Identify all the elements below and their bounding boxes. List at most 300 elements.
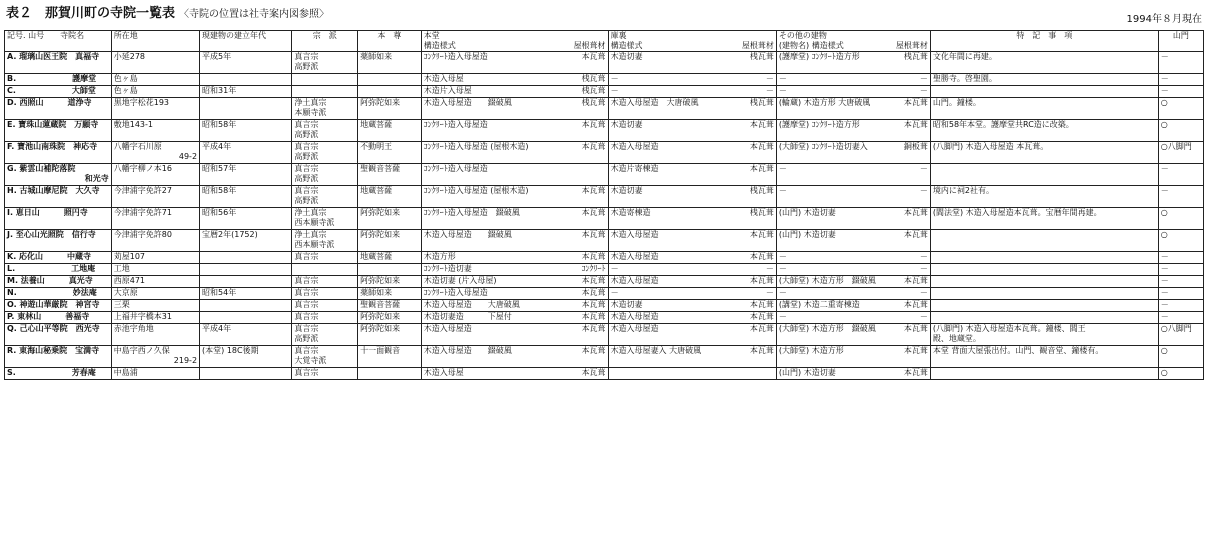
location: 工地 (111, 264, 199, 276)
sect (292, 120, 358, 142)
hondo-roof: 本瓦葺 (581, 208, 606, 217)
table-row (5, 52, 1204, 74)
sect (292, 230, 358, 252)
kuri (608, 142, 776, 164)
other-building-roof: 本瓦葺 (903, 276, 928, 285)
temple-name (5, 230, 112, 252)
other-building (776, 252, 930, 264)
deity: 阿弥陀如来 (358, 276, 422, 288)
gate: ○ (1158, 120, 1203, 142)
temple-name: S. 芳春庵 (5, 368, 112, 380)
notes: (八脚門) 木造入母屋造 本瓦葺。 (930, 142, 1158, 164)
hondo-pair (424, 98, 606, 108)
hondo-roof: 本瓦葺 (581, 300, 606, 309)
sect-line2: 高野派 (294, 62, 319, 71)
kuri-struct: 木造片寄棟造 (610, 164, 659, 173)
header-hondo-sub (421, 41, 608, 52)
location-line1: 赤池字角地 (113, 324, 154, 333)
sect-line2: 本願寺派 (294, 108, 327, 117)
notes: 昭和58年本堂。護摩堂共RC造に改築。 (930, 120, 1158, 142)
location (111, 164, 199, 186)
temple-name (5, 120, 112, 142)
other-building-struct: － (778, 186, 787, 195)
notes-line2: 殿、地蔵堂。 (932, 334, 981, 343)
hondo-struct: 木造入母屋造 (423, 324, 472, 333)
kuri (608, 98, 776, 120)
hondo (421, 230, 608, 252)
other-building-struct: (輪蔵) 木造方形 大唐破風 (778, 98, 871, 107)
sect-line1: 浄土真宗 (294, 98, 327, 107)
other-building-pair (779, 288, 928, 298)
temple-name (5, 98, 112, 120)
other-building-struct: (山門) 木造切妻 (778, 368, 836, 377)
deity: 阿弥陀如来 (358, 312, 422, 324)
sect: 真言宗 (292, 252, 358, 264)
kuri (608, 324, 776, 346)
sect (292, 164, 358, 186)
table-row (5, 276, 1204, 288)
hondo-pair (424, 120, 606, 130)
table-row (5, 142, 1204, 164)
other-building (776, 368, 930, 380)
hondo-pair (424, 300, 606, 310)
notes (930, 346, 1158, 368)
notes-line1: (八脚門) 木造入母屋造本瓦葺。鐘楼、閻王 (932, 324, 1086, 333)
header-other: その他の建物 (776, 31, 930, 42)
other-building-roof: 本瓦葺 (903, 230, 928, 239)
build-year (200, 230, 292, 252)
table-header (5, 31, 1204, 52)
hondo-struct: 木造入母屋 (423, 368, 464, 377)
location (111, 346, 199, 368)
gate: － (1158, 186, 1203, 208)
sect-line1: 浄土真宗 (294, 208, 327, 217)
hondo-struct: 木造入母屋 (423, 74, 464, 83)
as-of-date: 1994年８月現在 (1126, 14, 1202, 25)
kuri-roof: 本瓦葺 (749, 312, 774, 321)
other-building-struct: (大師堂) 木造方形 錣破風 (778, 276, 876, 285)
temple-name: P. 東林山 善福寺 (5, 312, 112, 324)
other-building-roof: 本瓦葺 (903, 346, 928, 355)
header-kuri: 庫裏 (608, 31, 776, 42)
other-building (776, 346, 930, 368)
hondo (421, 142, 608, 164)
location: 中島浦 (111, 368, 199, 380)
table-row (5, 252, 1204, 264)
sect (292, 264, 358, 276)
notes: 境内に祠2社有。 (930, 186, 1158, 208)
sect-line2: 高野派 (294, 174, 319, 183)
kuri-pair (611, 164, 774, 174)
temple-name-line2: 和光寺 (84, 174, 109, 183)
location: 大京原 (111, 288, 199, 300)
kuri-roof: － (765, 74, 774, 83)
hondo-struct: 木造入母屋造 錣破風 (423, 230, 512, 239)
hondo-pair (424, 230, 606, 240)
hondo-struct: ｺﾝｸﾘｰﾄ造切妻 (423, 264, 472, 273)
kuri (608, 276, 776, 288)
sect (292, 208, 358, 230)
hondo-pair (424, 164, 606, 174)
sect-line1: 真言宗 (294, 52, 319, 61)
other-building-roof: － (919, 164, 928, 173)
kuri-struct: － (610, 74, 619, 83)
sect (292, 86, 358, 98)
notes (930, 164, 1158, 186)
kuri (608, 120, 776, 142)
hondo-struct: ｺﾝｸﾘｰﾄ造入母屋造 (423, 120, 488, 129)
location-line1: 中島字西ノ久保 (113, 346, 170, 355)
sect (292, 52, 358, 74)
deity: 薬師如来 (358, 288, 422, 300)
other-building-roof: 本瓦葺 (903, 120, 928, 129)
temple-name-line1: G. 紫雲山補陀落院 (7, 164, 76, 173)
other-building-pair (779, 346, 928, 356)
other-building-struct: － (778, 74, 787, 83)
temple-name-line1: A. 瑠璃山医王院 真福寺 (7, 52, 100, 61)
notes (930, 300, 1158, 312)
deity: 薬師如来 (358, 52, 422, 74)
temple-name: O. 神遊山華厳院 神宮寺 (5, 300, 112, 312)
hondo (421, 86, 608, 98)
header-hondo: 本堂 (421, 31, 608, 42)
sect-line2: 西本願寺派 (294, 240, 335, 249)
hondo-struct: 木造入母屋造 大唐破風 (423, 300, 520, 309)
kuri (608, 164, 776, 186)
gate: － (1158, 164, 1203, 186)
other-building-roof: － (919, 86, 928, 95)
other-building-roof: － (919, 74, 928, 83)
build-year-line1: 平成4年 (202, 142, 232, 151)
sect-line1: 真言宗 (294, 142, 319, 151)
hondo (421, 368, 608, 380)
gate: － (1158, 264, 1203, 276)
temple-name: M. 法養山 真光寺 (5, 276, 112, 288)
other-building-pair (779, 164, 928, 174)
build-year (200, 164, 292, 186)
location-line1: 小延278 (113, 52, 146, 61)
other-building-roof: 本瓦葺 (903, 324, 928, 333)
hondo-pair (424, 368, 606, 378)
header-location: 所在地 (111, 31, 199, 52)
header-gate: 山門 (1158, 31, 1203, 52)
kuri (608, 52, 776, 74)
other-building (776, 208, 930, 230)
notes (930, 324, 1158, 346)
other-building (776, 186, 930, 208)
kuri-pair (611, 74, 774, 84)
build-year-line1: 昭和58年 (202, 186, 237, 195)
kuri-pair (611, 208, 774, 218)
hondo-roof: 桟瓦葺 (581, 86, 606, 95)
other-building-pair (779, 186, 928, 196)
gate: ○ (1158, 208, 1203, 230)
gate: － (1158, 74, 1203, 86)
header-notes: 特 記 事 項 (930, 31, 1158, 52)
location: 西原471 (111, 276, 199, 288)
location (111, 208, 199, 230)
notes (930, 86, 1158, 98)
sect-line2: 西本願寺派 (294, 218, 335, 227)
other-building-pair (779, 74, 928, 84)
kuri-pair (611, 324, 774, 334)
kuri-pair (611, 98, 774, 108)
other-building-pair (779, 98, 928, 108)
sect: 真言宗 (292, 288, 358, 300)
table-row (5, 208, 1204, 230)
location: 上福井字橋本31 (111, 312, 199, 324)
sect-line1: 真言宗 (294, 164, 319, 173)
hondo (421, 252, 608, 264)
location-line2: 49-2 (178, 152, 198, 161)
location (111, 52, 199, 74)
other-building-pair (779, 252, 928, 262)
other-building-roof: 本瓦葺 (903, 208, 928, 217)
kuri-pair (611, 346, 774, 356)
kuri (608, 186, 776, 208)
sect (292, 74, 358, 86)
gate: － (1158, 312, 1203, 324)
temple-name: K. 応化山 中蔵寺 (5, 252, 112, 264)
deity: 聖観音菩薩 (358, 164, 422, 186)
location-line1: 敷地143-1 (113, 120, 153, 129)
hondo-roof: 本瓦葺 (581, 368, 606, 377)
kuri-roof: 本瓦葺 (749, 252, 774, 261)
location-line2: 219-2 (173, 356, 198, 365)
header-hondo-struct: 構造様式 (423, 41, 456, 50)
other-building-pair (779, 312, 928, 322)
table-row (5, 186, 1204, 208)
other-building-roof: － (919, 252, 928, 261)
build-year (200, 312, 292, 324)
kuri-struct: 木造入母屋造 (610, 230, 659, 239)
build-year-line1: 昭和58年 (202, 120, 237, 129)
hondo (421, 164, 608, 186)
location-line1: 八幡字石川原 (113, 142, 162, 151)
other-building (776, 86, 930, 98)
sect: 真言宗 (292, 276, 358, 288)
build-year (200, 208, 292, 230)
header-hondo-roof: 屋根葺材 (573, 41, 606, 50)
other-building-pair (779, 52, 928, 62)
temple-name-line1: I. 恵日山 照円寺 (7, 208, 88, 217)
deity: 阿弥陀如来 (358, 324, 422, 346)
kuri-roof: 本瓦葺 (749, 276, 774, 285)
kuri-struct: － (610, 264, 619, 273)
kuri-pair (611, 142, 774, 152)
hondo-struct: 木造片入母屋 (423, 86, 472, 95)
kuri-roof: 本瓦葺 (749, 142, 774, 151)
hondo (421, 208, 608, 230)
hondo-pair (424, 264, 606, 274)
build-year-line1: (本堂) 18C後期 (202, 346, 259, 355)
temple-name (5, 186, 112, 208)
build-year (200, 98, 292, 120)
kuri-pair (611, 86, 774, 96)
kuri-struct: 木造入母屋造 (610, 252, 659, 261)
table-row (5, 300, 1204, 312)
table-row (5, 98, 1204, 120)
build-year (200, 264, 292, 276)
build-year-line1: 昭和56年 (202, 208, 237, 217)
other-building-roof: 桟瓦葺 (903, 52, 928, 61)
kuri (608, 368, 776, 380)
sect-line2: 高野派 (294, 152, 319, 161)
subtitle-text: 〈寺院の位置は社寺案内図参照〉 (179, 9, 330, 20)
kuri-struct: 木造入母屋造 (610, 276, 659, 285)
hondo-roof: 本瓦葺 (581, 252, 606, 261)
kuri-pair (611, 186, 774, 196)
hondo (421, 312, 608, 324)
other-building-struct: － (778, 252, 787, 261)
deity: 阿弥陀如来 (358, 230, 422, 252)
hondo-struct: 木造入母屋造 錣破風 (423, 98, 512, 107)
location: 色ヶ島 (111, 74, 199, 86)
sect-line1: 真言宗 (294, 324, 319, 333)
hondo-struct: 木造切妻造 下屋付 (423, 312, 512, 321)
location: 苅屋107 (111, 252, 199, 264)
hondo-roof: 本瓦葺 (581, 312, 606, 321)
other-building (776, 52, 930, 74)
temple-name: C. 大師堂 (5, 86, 112, 98)
hondo-pair (424, 208, 606, 218)
other-building-struct: (講堂) 木造二重寄棟造 (778, 300, 860, 309)
gate: ○ (1158, 98, 1203, 120)
hondo (421, 346, 608, 368)
hondo (421, 186, 608, 208)
notes (930, 264, 1158, 276)
build-year (200, 324, 292, 346)
kuri-roof: 本瓦葺 (749, 300, 774, 309)
sect-line2: 高野派 (294, 130, 319, 139)
other-building (776, 120, 930, 142)
build-year (200, 142, 292, 164)
sect (292, 142, 358, 164)
kuri-roof: － (765, 86, 774, 95)
temple-name-line1: F. 寶池山南珠院 神応寺 (7, 142, 98, 151)
notes (930, 312, 1158, 324)
sect-line1: 真言宗 (294, 186, 319, 195)
other-building (776, 324, 930, 346)
header-year: 現建物の建立年代 (200, 31, 292, 52)
kuri (608, 264, 776, 276)
kuri (608, 288, 776, 300)
header-other-struct: (建物名) 構造様式 (778, 41, 844, 50)
notes (930, 276, 1158, 288)
build-year (200, 368, 292, 380)
kuri-roof: 桟瓦葺 (749, 98, 774, 107)
build-year (200, 120, 292, 142)
other-building-roof: 銅板葺 (903, 142, 928, 151)
deity (358, 74, 422, 86)
kuri (608, 300, 776, 312)
gate: ○八脚門 (1158, 324, 1203, 346)
table-row (5, 368, 1204, 380)
table-row (5, 164, 1204, 186)
location-line1: 今津浦字免許27 (113, 186, 172, 195)
kuri-struct: － (610, 86, 619, 95)
sect-line2: 高野派 (294, 196, 319, 205)
location-line1: 今津浦字免許71 (113, 208, 172, 217)
location: 色ヶ島 (111, 86, 199, 98)
hondo-pair (424, 142, 606, 152)
other-building (776, 98, 930, 120)
gate: ○ (1158, 368, 1203, 380)
hondo-struct: ｺﾝｸﾘｰﾄ造入母屋造 (423, 288, 488, 297)
temple-name: B. 護摩堂 (5, 74, 112, 86)
header-kuri-struct: 構造様式 (610, 41, 643, 50)
header-name: 記号. 山号 寺院名 (5, 31, 112, 52)
other-building-pair (779, 276, 928, 286)
location (111, 98, 199, 120)
hondo-pair (424, 324, 606, 334)
location (111, 142, 199, 164)
deity (358, 86, 422, 98)
temple-name (5, 142, 112, 164)
hondo (421, 120, 608, 142)
hondo-roof: 桟瓦葺 (581, 74, 606, 83)
kuri-roof: 本瓦葺 (749, 346, 774, 355)
notes: 文化年間に再建。 (930, 52, 1158, 74)
temple-name (5, 208, 112, 230)
sect-line2: 大覚寺派 (294, 356, 327, 365)
header-deity: 本 尊 (358, 31, 422, 52)
location-line1: 黒地字松花193 (113, 98, 170, 107)
build-year (200, 346, 292, 368)
kuri-pair (611, 120, 774, 130)
other-building-roof: － (919, 186, 928, 195)
hondo-struct: 木造方形 (423, 252, 456, 261)
hondo-roof: 本瓦葺 (581, 346, 606, 355)
sect-line1: 真言宗 (294, 120, 319, 129)
table-row (5, 74, 1204, 86)
temple-table (4, 30, 1204, 380)
kuri-struct: 木造切妻 (610, 186, 643, 195)
other-building-struct: － (778, 264, 787, 273)
build-year (200, 276, 292, 288)
deity: 不動明王 (358, 142, 422, 164)
hondo-struct: ｺﾝｸﾘｰﾄ造入母屋造 錣破風 (423, 208, 520, 217)
other-building (776, 312, 930, 324)
build-year-line1: 昭和57年 (202, 164, 237, 173)
hondo-roof: 桟瓦葺 (581, 98, 606, 107)
other-building-pair (779, 142, 928, 152)
deity: 地蔵菩薩 (358, 252, 422, 264)
other-building-pair (779, 368, 928, 378)
hondo (421, 288, 608, 300)
other-building-roof: 本瓦葺 (903, 300, 928, 309)
kuri-roof: 本瓦葺 (749, 324, 774, 333)
temple-name-line1: E. 寶珠山蓮蔵院 万願寺 (7, 120, 99, 129)
notes: 山門。鐘楼。 (930, 98, 1158, 120)
hondo-struct: 木造切妻 (片入母屋) (423, 276, 497, 285)
sect (292, 98, 358, 120)
kuri-pair (611, 252, 774, 262)
other-building-struct: (大師堂) 木造方形 (778, 346, 844, 355)
kuri (608, 252, 776, 264)
other-building-pair (779, 230, 928, 240)
sect: 真言宗 (292, 300, 358, 312)
hondo-roof: 本瓦葺 (581, 142, 606, 151)
other-building-struct: (護摩堂) ｺﾝｸﾘｰﾄ造方形 (778, 120, 860, 129)
temple-name (5, 324, 112, 346)
hondo (421, 52, 608, 74)
kuri-pair (611, 312, 774, 322)
notes-line1: 本堂 背面大屋張出付。山門、観音堂、鐘楼有。 (932, 346, 1104, 355)
gate: － (1158, 288, 1203, 300)
kuri-roof: 本瓦葺 (749, 164, 774, 173)
deity (358, 264, 422, 276)
